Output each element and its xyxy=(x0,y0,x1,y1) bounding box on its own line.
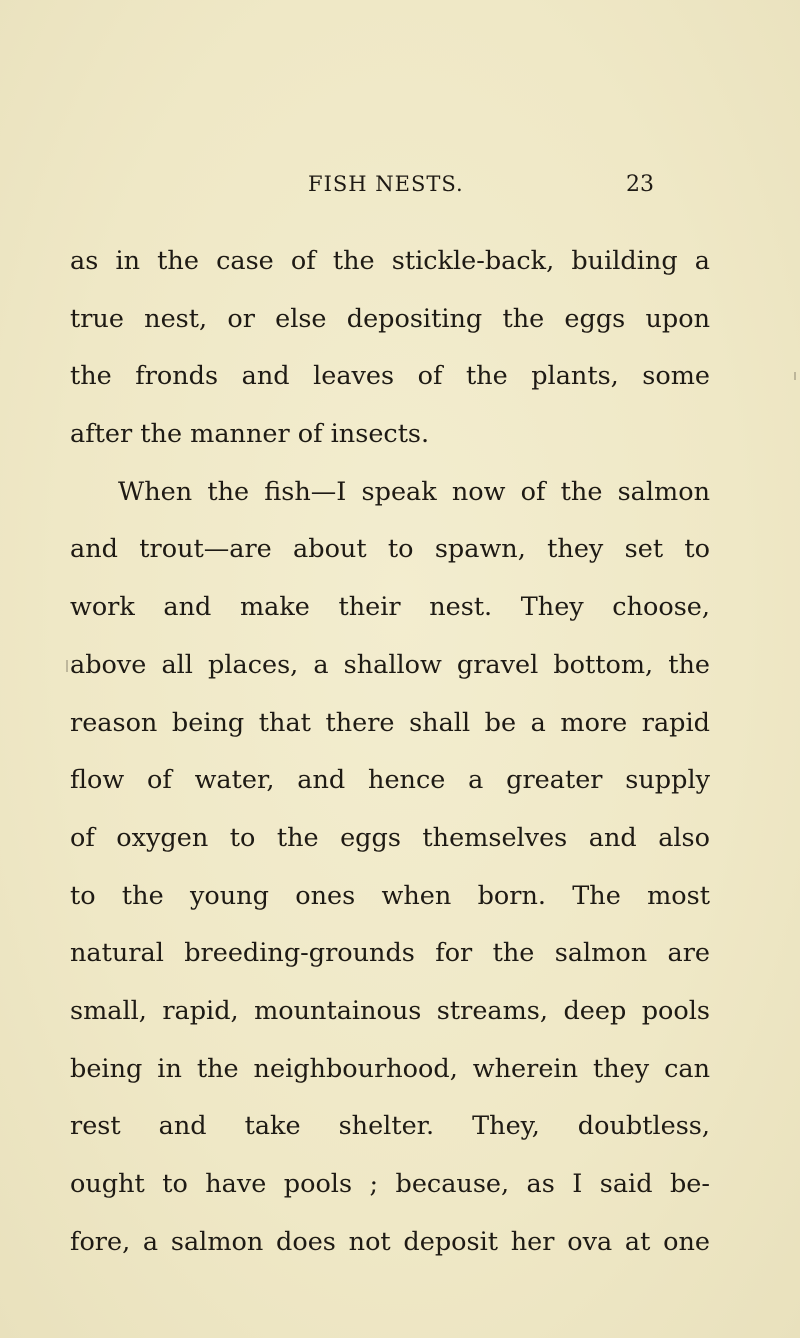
text-line: as in the case of the stickle-back, building a xyxy=(70,246,710,276)
text-line: the fronds and leaves of the plants, some xyxy=(70,361,710,392)
running-title: FISH NESTS. xyxy=(308,172,464,196)
text-line: flow of water, and hence a greater supply xyxy=(70,765,710,796)
text-line: true nest, or else depositing the eggs upon xyxy=(70,303,710,334)
running-head xyxy=(0,172,800,202)
text-line: reason being that there shall be a more rapid xyxy=(70,707,710,738)
text-line: and trout—are about to spawn, they set to xyxy=(70,534,710,565)
text-line: fore, a salmon does not deposit her ova at one xyxy=(70,1226,710,1257)
paper-speck xyxy=(794,372,796,380)
text-line: natural breeding-grounds for the salmon are xyxy=(70,938,710,969)
text-line: being in the neighbourhood, wherein they can xyxy=(70,1053,710,1084)
body-text xyxy=(70,233,710,1271)
page-number: 23 xyxy=(626,172,654,197)
text-line: rest and take shelter. They, doubtless, xyxy=(70,1111,710,1142)
text-line: ought to have pools ; because, as I said be- xyxy=(70,1169,710,1199)
text-line: after the manner of insects. xyxy=(70,419,430,450)
text-line: When the fish—I speak now of the salmon xyxy=(118,476,710,507)
paper-speck xyxy=(66,660,68,672)
text-line: to the young ones when born. The most xyxy=(70,880,710,911)
text-line: of oxygen to the eggs themselves and also xyxy=(70,822,710,853)
text-line: small, rapid, mountainous streams, deep pools xyxy=(70,995,710,1026)
text-line: above all places, a shallow gravel bottom, the xyxy=(70,649,710,680)
text-line: work and make their nest. They choose, xyxy=(70,592,710,623)
